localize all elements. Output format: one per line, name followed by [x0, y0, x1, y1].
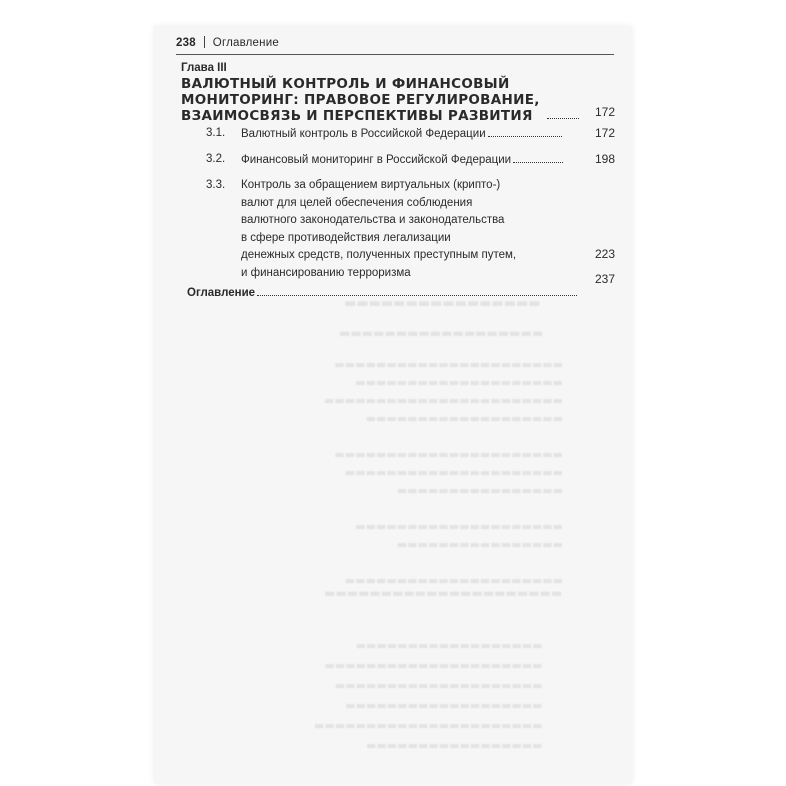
- chapter-label: Глава III: [181, 62, 227, 74]
- chapter-title-line: МОНИТОРИНГ: ПРАВОВОЕ РЕГУЛИРОВАНИЕ,: [181, 92, 540, 108]
- contents-page-number: 237: [594, 272, 615, 286]
- section-entry: [241, 153, 565, 167]
- bleed-through-heading: ▬▬▬▬▬▬▬▬▬▬▬▬▬▬▬▬: [344, 296, 541, 311]
- section-title: Финансовый мониторинг в Российской Федерации: [241, 154, 512, 166]
- chapter-title-line: ВЗАИМОСВЯЗЬ И ПЕРСПЕКТИВЫ РАЗВИТИЯ: [181, 108, 533, 124]
- book-page: [154, 26, 632, 784]
- dot-leader: [257, 286, 577, 296]
- bleed-through-body: ▬▬▬▬▬▬▬▬▬▬▬▬▬▬▬▬▬▬▬▬▬▬ ▬▬▬▬▬▬▬▬▬▬▬▬▬▬▬▬▬▬▬▬ ▬▬▬▬▬▬▬▬▬▬▬▬▬▬▬▬▬▬▬▬▬▬▬ ▬▬▬▬▬▬▬▬▬▬▬▬▬▬▬▬▬▬▬ ▬▬▬▬▬▬▬▬▬▬▬▬▬▬▬▬▬▬▬▬▬▬ ▬▬▬▬▬▬▬▬▬▬▬▬▬▬▬▬▬▬▬▬▬ ▬▬▬▬▬▬▬▬▬▬▬▬▬▬▬▬ ▬▬▬▬▬▬▬▬▬▬▬▬▬▬▬▬▬▬▬▬ ▬▬▬▬▬▬▬▬▬▬▬▬▬▬▬▬ ▬▬▬▬▬▬▬▬▬▬▬▬▬▬▬▬▬▬▬▬▬: [324, 358, 564, 587]
- dot-leader: [547, 109, 579, 119]
- bleed-through-subheading: ▬▬▬▬▬▬▬▬▬▬▬▬▬▬▬▬▬▬: [339, 326, 544, 340]
- chapter-title-last-row: [181, 108, 581, 124]
- running-head-separator: [204, 36, 205, 48]
- section-number: 3.3.: [206, 179, 226, 191]
- section-title-line: Контроль за обращением виртуальных (крипто-): [241, 179, 501, 191]
- running-head-title: Оглавление: [212, 37, 279, 49]
- section-title-last-line: и финансированию терроризма: [241, 266, 411, 279]
- chapter-leader: [545, 109, 581, 123]
- section-title-line: валютного законодательства и законодательства: [241, 214, 505, 226]
- section-title-multiline: [241, 177, 516, 282]
- section-title-line: денежных средств, полученных преступным путем,: [241, 249, 517, 261]
- running-head: [176, 36, 279, 49]
- section-title: Валютный контроль в Российской Федерации: [241, 128, 486, 140]
- section-page-number: 223: [594, 247, 615, 261]
- section-number: 3.1.: [206, 127, 226, 139]
- dot-leader: [488, 127, 562, 137]
- dot-leader: [513, 153, 563, 163]
- section-title-line: валют для целей обеспечения соблюдения: [241, 196, 473, 209]
- chapter-page-number: 172: [594, 105, 615, 119]
- contents-label: Оглавление: [187, 287, 256, 299]
- page-number: 238: [176, 37, 196, 49]
- bleed-through-body-2: ▬▬▬▬▬▬▬▬▬▬▬▬▬▬▬▬▬▬ ▬▬▬▬▬▬▬▬▬▬▬▬▬▬▬▬▬▬▬▬▬ ▬▬▬▬▬▬▬▬▬▬▬▬▬▬▬▬▬▬▬▬ ▬▬▬▬▬▬▬▬▬▬▬▬▬▬▬▬▬▬▬ ▬▬▬▬▬▬▬▬▬▬▬▬▬▬▬▬▬▬▬▬▬▬ ▬▬▬▬▬▬▬▬▬▬▬▬▬▬▬▬▬: [314, 639, 543, 752]
- chapter-title-line: ВАЛЮТНЫЙ КОНТРОЛЬ И ФИНАНСОВЫЙ: [181, 76, 510, 92]
- section-title-line: [241, 265, 516, 283]
- bleed-through-heading-2: ▬▬▬▬▬▬▬▬▬▬▬▬▬▬▬▬▬▬▬▬▬: [324, 586, 563, 600]
- section-entry: [241, 127, 564, 141]
- header-rule: [176, 54, 614, 55]
- chapter-title: [181, 76, 581, 124]
- section-title-line: в сфере противодействия легализации: [241, 231, 451, 244]
- section-number: 3.2.: [206, 153, 226, 165]
- section-page-number: 172: [594, 126, 615, 140]
- contents-entry: [187, 286, 579, 300]
- section-page-number: 198: [594, 152, 615, 166]
